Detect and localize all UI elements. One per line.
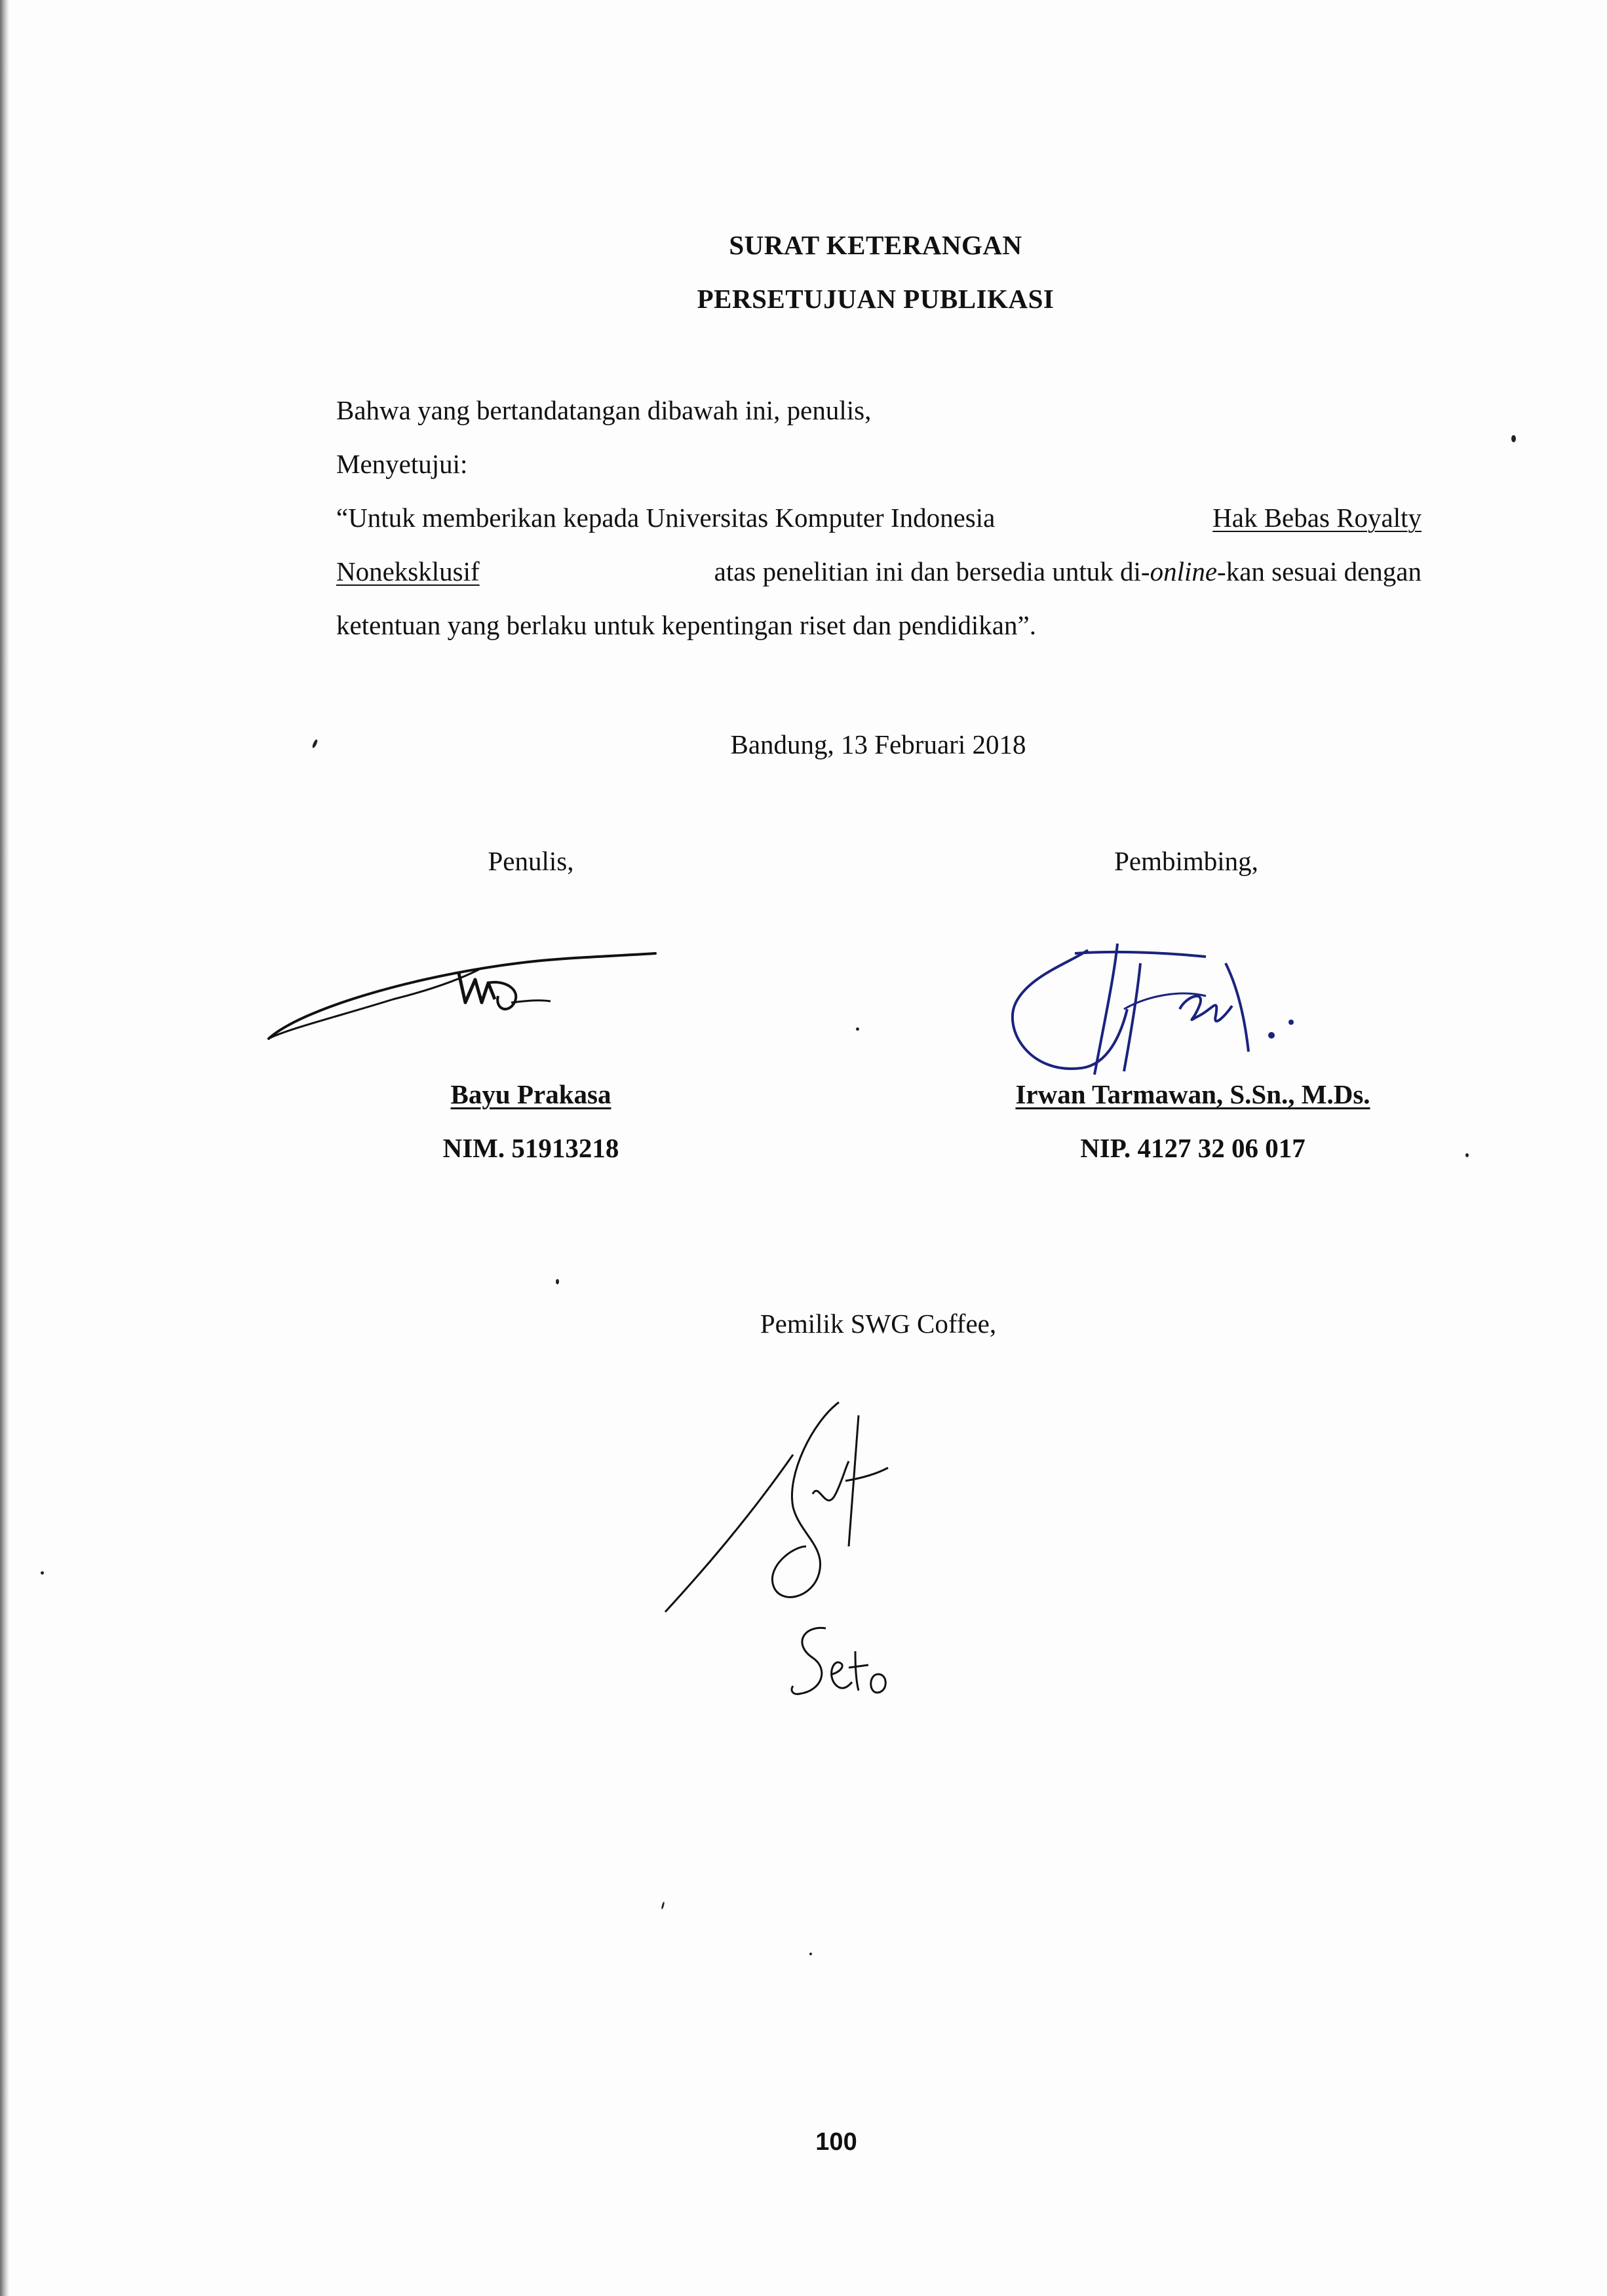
page-number: 100 [815,2128,857,2156]
statement-line-1-underlined: Hak Bebas Royalty [1212,503,1422,533]
place-date: Bandung, 13 Februari 2018 [730,729,1026,759]
statement-line-2-italic: online [1150,556,1218,586]
owner-role: Pemilik SWG Coffee, [760,1309,997,1339]
statement-line-2-underlined: Noneksklusif [336,556,480,586]
supervisor-name-line [957,1079,1429,1110]
statement-line-1 [336,502,1422,533]
scan-speck [1465,1153,1469,1157]
scan-speck [661,1902,665,1909]
document-title: SURAT KETERANGAN [729,230,1022,260]
scan-speck [311,739,318,749]
supervisor-signature [990,924,1330,1088]
statement-line-3: ketentuan yang berlaku untuk kepentingan riset dan pendidikan”. [336,610,1036,640]
statement-line-2-rest [714,556,1422,587]
statement-line-2-middle: atas penelitian ini dan bersedia untuk di- [714,556,1150,586]
author-id: NIM. 51913218 [442,1133,619,1163]
document-subtitle: PERSETUJUAN PUBLIKASI [697,284,1055,314]
agree-text: Menyetujui: [336,449,468,479]
owner-handwritten-name [786,1622,898,1707]
scan-speck [856,1027,859,1031]
author-signature [262,917,668,1062]
scan-speck [556,1279,559,1284]
author-name-line [367,1079,695,1110]
supervisor-role: Pembimbing, [1114,846,1258,876]
scan-edge-shadow [0,0,9,2296]
supervisor-id: NIP. 4127 32 06 017 [1080,1133,1306,1163]
statement-line-2-suffix: -kan sesuai dengan [1217,556,1422,586]
scan-speck [809,1953,812,1955]
scan-speck [41,1571,44,1575]
statement-line-1-prefix: “Untuk memberikan kepada Universitas Komputer Indonesia [336,503,996,533]
statement-line-2 [336,556,1422,587]
intro-text: Bahwa yang bertandatangan dibawah ini, penulis, [336,395,872,425]
author-role: Penulis, [488,846,574,876]
supervisor-name: Irwan Tarmawan, S.Sn., M.Ds. [1015,1079,1370,1109]
author-name: Bayu Prakasa [450,1079,611,1109]
scan-speck [1511,435,1516,442]
